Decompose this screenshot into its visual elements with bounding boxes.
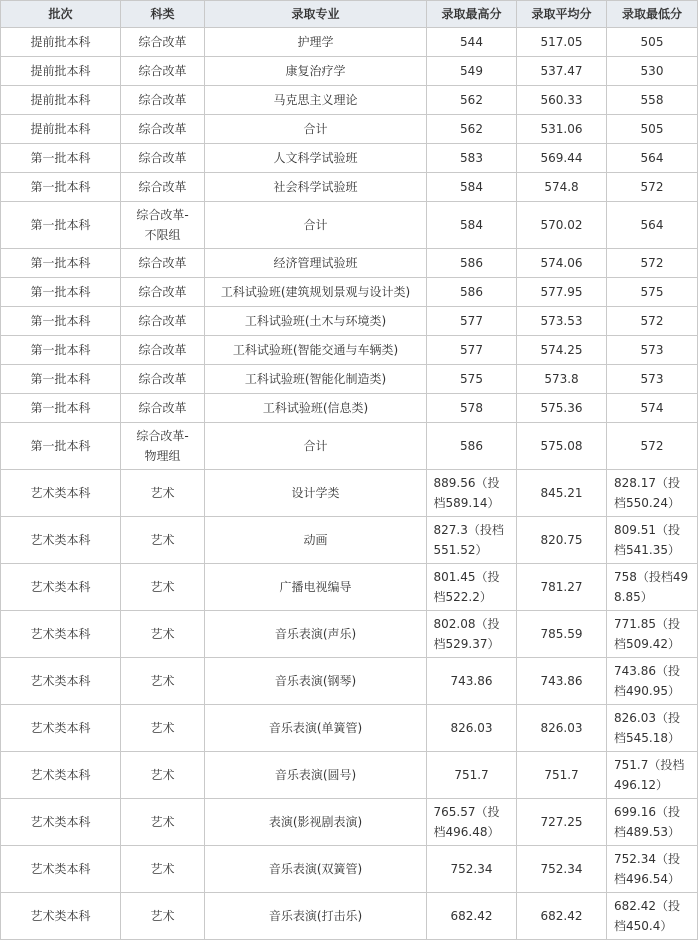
table-row: [1, 611, 698, 658]
avg-score-cell: 826.03: [517, 705, 607, 752]
min-score-cell-text: 743.86（投档490.95）: [614, 664, 680, 698]
header-cell-major: 录取专业: [205, 1, 427, 28]
category-cell: [121, 423, 205, 470]
max-score-cell: 583: [427, 144, 517, 173]
avg-score-cell: 781.27: [517, 564, 607, 611]
avg-score-cell: 531.06: [517, 115, 607, 144]
batch-cell: 艺术类本科: [1, 799, 121, 846]
batch-cell: 提前批本科: [1, 86, 121, 115]
batch-cell: 第一批本科: [1, 144, 121, 173]
min-score-cell-text: 751.7（投档496.12）: [614, 758, 685, 792]
major-cell: 音乐表演(圆号): [205, 752, 427, 799]
batch-cell: 第一批本科: [1, 202, 121, 249]
major-cell: 动画: [205, 517, 427, 564]
min-score-cell: 574: [607, 394, 698, 423]
min-score-cell: 573: [607, 365, 698, 394]
table-row: [1, 705, 698, 752]
major-cell: 人文科学试验班: [205, 144, 427, 173]
table-row: [1, 564, 698, 611]
max-score-cell: [427, 799, 517, 846]
min-score-cell: 564: [607, 202, 698, 249]
table-row: [1, 86, 698, 115]
table-row: [1, 307, 698, 336]
category-cell: 综合改革: [121, 249, 205, 278]
category-cell: 综合改革: [121, 336, 205, 365]
category-cell: 综合改革: [121, 307, 205, 336]
table-row: [1, 517, 698, 564]
major-cell: 工科试验班(土木与环境类): [205, 307, 427, 336]
max-score-cell: 586: [427, 249, 517, 278]
major-cell: 广播电视编导: [205, 564, 427, 611]
batch-cell: 第一批本科: [1, 307, 121, 336]
category-cell: 艺术: [121, 564, 205, 611]
max-score-cell: 549: [427, 57, 517, 86]
batch-cell: 艺术类本科: [1, 752, 121, 799]
batch-cell: 提前批本科: [1, 57, 121, 86]
major-cell: 合计: [205, 202, 427, 249]
major-cell: 表演(影视剧表演): [205, 799, 427, 846]
max-score-cell-text: 765.57（投档496.48）: [433, 805, 500, 839]
batch-cell: 艺术类本科: [1, 658, 121, 705]
max-score-cell: [427, 517, 517, 564]
category-cell: 艺术: [121, 752, 205, 799]
min-score-cell: 530: [607, 57, 698, 86]
major-cell: 马克思主义理论: [205, 86, 427, 115]
category-cell: 艺术: [121, 705, 205, 752]
min-score-cell: 572: [607, 307, 698, 336]
category-cell: 艺术: [121, 517, 205, 564]
major-cell: 社会科学试验班: [205, 173, 427, 202]
table-row: [1, 28, 698, 57]
category-cell: 艺术: [121, 846, 205, 893]
min-score-cell: [607, 564, 698, 611]
max-score-cell-text: 801.45（投档522.2）: [433, 570, 500, 604]
avg-score-cell: 575.08: [517, 423, 607, 470]
category-cell: 综合改革: [121, 115, 205, 144]
table-row: [1, 846, 698, 893]
avg-score-cell: 785.59: [517, 611, 607, 658]
table-row: [1, 336, 698, 365]
major-cell: 工科试验班(建筑规划景观与设计类): [205, 278, 427, 307]
category-cell: 艺术: [121, 658, 205, 705]
min-score-cell-text: 699.16（投档489.53）: [614, 805, 680, 839]
max-score-cell: 682.42: [427, 893, 517, 940]
batch-cell: 第一批本科: [1, 249, 121, 278]
category-cell: 综合改革: [121, 28, 205, 57]
max-score-cell: 826.03: [427, 705, 517, 752]
avg-score-cell: 577.95: [517, 278, 607, 307]
max-score-cell: 577: [427, 307, 517, 336]
min-score-cell: [607, 752, 698, 799]
avg-score-cell: 573.8: [517, 365, 607, 394]
category-cell: 艺术: [121, 799, 205, 846]
category-cell: [121, 202, 205, 249]
major-cell: 合计: [205, 423, 427, 470]
avg-score-cell: 574.25: [517, 336, 607, 365]
max-score-cell: 584: [427, 173, 517, 202]
category-cell: 综合改革: [121, 57, 205, 86]
min-score-cell: [607, 517, 698, 564]
max-score-cell: [427, 611, 517, 658]
table-row: [1, 173, 698, 202]
header-cell-min-score: 录取最低分: [607, 1, 698, 28]
min-score-cell: 564: [607, 144, 698, 173]
category-cell: 综合改革: [121, 173, 205, 202]
header-row: [1, 1, 698, 28]
min-score-cell: 573: [607, 336, 698, 365]
major-cell: 设计学类: [205, 470, 427, 517]
major-cell: 工科试验班(智能交通与车辆类): [205, 336, 427, 365]
category-cell: 综合改革: [121, 86, 205, 115]
min-score-cell: [607, 470, 698, 517]
batch-cell: 第一批本科: [1, 423, 121, 470]
batch-cell: 提前批本科: [1, 115, 121, 144]
table-row: [1, 423, 698, 470]
max-score-cell: 544: [427, 28, 517, 57]
category-cell: 综合改革: [121, 278, 205, 307]
category-cell: 综合改革: [121, 365, 205, 394]
header-cell-category: 科类: [121, 1, 205, 28]
batch-cell: 第一批本科: [1, 365, 121, 394]
min-score-cell: [607, 611, 698, 658]
avg-score-cell: 820.75: [517, 517, 607, 564]
avg-score-cell: 570.02: [517, 202, 607, 249]
table-row: [1, 202, 698, 249]
max-score-cell: [427, 470, 517, 517]
major-cell: 经济管理试验班: [205, 249, 427, 278]
category-cell: 综合改革: [121, 144, 205, 173]
max-score-cell: 586: [427, 423, 517, 470]
min-score-cell: 505: [607, 28, 698, 57]
table-row: [1, 893, 698, 940]
avg-score-cell: 574.06: [517, 249, 607, 278]
max-score-cell: 575: [427, 365, 517, 394]
avg-score-cell: 743.86: [517, 658, 607, 705]
category-cell-text: 综合改革-不限组: [136, 208, 189, 242]
avg-score-cell: 682.42: [517, 893, 607, 940]
table-row: [1, 144, 698, 173]
max-score-cell: [427, 564, 517, 611]
table-row: [1, 115, 698, 144]
min-score-cell: [607, 705, 698, 752]
header-cell-avg-score: 录取平均分: [517, 1, 607, 28]
min-score-cell-text: 826.03（投档545.18）: [614, 711, 680, 745]
table-row: [1, 752, 698, 799]
batch-cell: 艺术类本科: [1, 611, 121, 658]
major-cell: 音乐表演(声乐): [205, 611, 427, 658]
category-cell: 艺术: [121, 470, 205, 517]
max-score-cell: 752.34: [427, 846, 517, 893]
batch-cell: 第一批本科: [1, 336, 121, 365]
avg-score-cell: 560.33: [517, 86, 607, 115]
max-score-cell: 562: [427, 86, 517, 115]
category-cell: 艺术: [121, 893, 205, 940]
max-score-cell: 578: [427, 394, 517, 423]
max-score-cell-text: 827.3（投档551.52）: [433, 523, 504, 557]
min-score-cell-text: 828.17（投档550.24）: [614, 476, 680, 510]
header-cell-max-score: 录取最高分: [427, 1, 517, 28]
category-cell: 综合改革: [121, 394, 205, 423]
major-cell: 护理学: [205, 28, 427, 57]
batch-cell: 第一批本科: [1, 173, 121, 202]
min-score-cell-text: 752.34（投档496.54）: [614, 852, 680, 886]
major-cell: 合计: [205, 115, 427, 144]
major-cell: 音乐表演(单簧管): [205, 705, 427, 752]
category-cell: 艺术: [121, 611, 205, 658]
table-row: [1, 57, 698, 86]
table-row: [1, 799, 698, 846]
min-score-cell-text: 758（投档498.85）: [614, 570, 689, 604]
batch-cell: 艺术类本科: [1, 470, 121, 517]
max-score-cell: 577: [427, 336, 517, 365]
major-cell: 工科试验班(智能化制造类): [205, 365, 427, 394]
major-cell: 音乐表演(打击乐): [205, 893, 427, 940]
major-cell: 工科试验班(信息类): [205, 394, 427, 423]
batch-cell: 第一批本科: [1, 278, 121, 307]
major-cell: 音乐表演(双簧管): [205, 846, 427, 893]
min-score-cell: [607, 893, 698, 940]
max-score-cell: 751.7: [427, 752, 517, 799]
avg-score-cell: 727.25: [517, 799, 607, 846]
avg-score-cell: 569.44: [517, 144, 607, 173]
table-row: [1, 394, 698, 423]
avg-score-cell: 573.53: [517, 307, 607, 336]
avg-score-cell: 575.36: [517, 394, 607, 423]
min-score-cell: 572: [607, 173, 698, 202]
min-score-cell-text: 682.42（投档450.4）: [614, 899, 680, 933]
table-row: [1, 470, 698, 517]
max-score-cell: 586: [427, 278, 517, 307]
min-score-cell: 572: [607, 423, 698, 470]
table-row: [1, 658, 698, 705]
major-cell: 康复治疗学: [205, 57, 427, 86]
table-row: [1, 365, 698, 394]
table-row: [1, 278, 698, 307]
category-cell-text: 综合改革-物理组: [136, 429, 189, 463]
min-score-cell: [607, 799, 698, 846]
min-score-cell: 505: [607, 115, 698, 144]
min-score-cell: [607, 658, 698, 705]
max-score-cell: 562: [427, 115, 517, 144]
batch-cell: 艺术类本科: [1, 846, 121, 893]
major-cell: 音乐表演(钢琴): [205, 658, 427, 705]
table-body: [1, 28, 698, 940]
min-score-cell: 558: [607, 86, 698, 115]
max-score-cell: 584: [427, 202, 517, 249]
batch-cell: 艺术类本科: [1, 517, 121, 564]
avg-score-cell: 751.7: [517, 752, 607, 799]
batch-cell: 艺术类本科: [1, 893, 121, 940]
avg-score-cell: 537.47: [517, 57, 607, 86]
min-score-cell-text: 771.85（投档509.42）: [614, 617, 680, 651]
avg-score-cell: 574.8: [517, 173, 607, 202]
max-score-cell-text: 802.08（投档529.37）: [433, 617, 500, 651]
batch-cell: 艺术类本科: [1, 564, 121, 611]
avg-score-cell: 845.21: [517, 470, 607, 517]
avg-score-cell: 517.05: [517, 28, 607, 57]
max-score-cell: 743.86: [427, 658, 517, 705]
max-score-cell-text: 889.56（投档589.14）: [433, 476, 500, 510]
min-score-cell: 575: [607, 278, 698, 307]
min-score-cell: [607, 846, 698, 893]
batch-cell: 提前批本科: [1, 28, 121, 57]
batch-cell: 第一批本科: [1, 394, 121, 423]
batch-cell: 艺术类本科: [1, 705, 121, 752]
table-row: [1, 249, 698, 278]
min-score-cell: 572: [607, 249, 698, 278]
header-cell-batch: 批次: [1, 1, 121, 28]
avg-score-cell: 752.34: [517, 846, 607, 893]
min-score-cell-text: 809.51（投档541.35）: [614, 523, 680, 557]
